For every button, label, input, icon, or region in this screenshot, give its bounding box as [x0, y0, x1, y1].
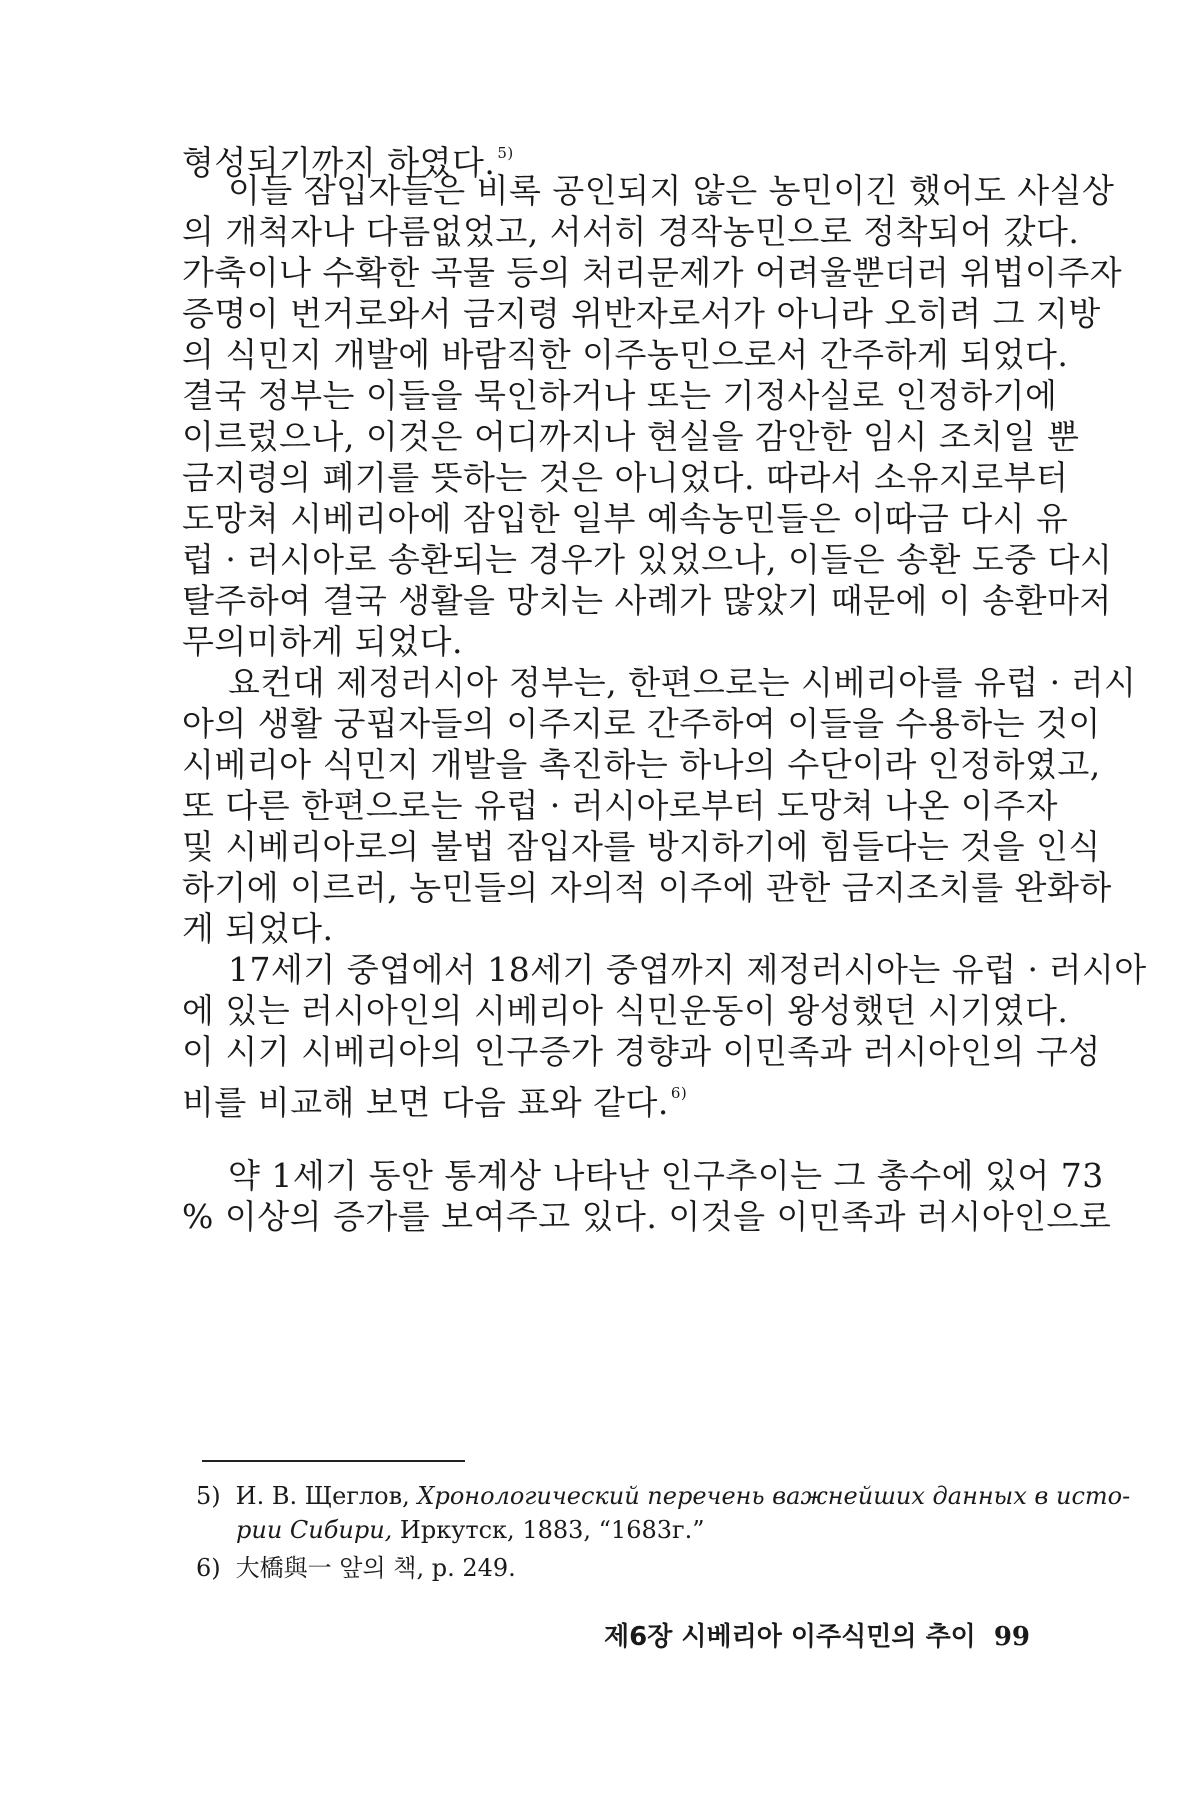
body-line: 럽 · 러시아로 송환되는 경우가 있었으나, 이들은 송환 도중 다시 [182, 540, 1113, 579]
body-line: 무의미하게 되었다. [182, 622, 464, 661]
footnote-rule [202, 1460, 465, 1462]
body-line: 시베리아 식민지 개발을 촉진하는 하나의 수단이라 인정하였고, [182, 745, 1101, 784]
footnote-number: 6) [196, 1554, 221, 1582]
footnote-author: И. В. Щеглов, [235, 1482, 410, 1510]
footnote-title: Хронологический перечень важнейших данных в исто- [417, 1482, 1131, 1510]
body-line: 의 식민지 개발에 바람직한 이주농민으로서 간주하게 되었다. [182, 335, 1069, 374]
body-line: 가축이나 수확한 곡물 등의 처리문제가 어려울뿐더러 위법이주자 [182, 253, 1123, 292]
body-line: 아의 생활 궁핍자들의 이주지로 간주하여 이들을 수용하는 것이 [182, 704, 1101, 743]
footnote-ref-5: 5) [497, 144, 514, 162]
body-line: 이 시기 시베리아의 인구증가 경향과 이민족과 러시아인의 구성 [182, 1032, 1101, 1071]
body-line: 도망쳐 시베리아에 잠입한 일부 예속농민들은 이따금 다시 유 [182, 499, 1069, 538]
footnote-title-cont: рии Сибири, [236, 1516, 393, 1544]
running-footer [580, 1620, 1030, 1654]
body-line: % 이상의 증가를 보여주고 있다. 이것을 이민족과 러시아인으로 [182, 1197, 1112, 1236]
footnote-ref-6: 6) [670, 1084, 688, 1102]
body-line: 또 다른 한편으로는 유럽 · 러시아로부터 도망쳐 나온 이주자 [182, 786, 1058, 825]
body-line: 결국 정부는 이들을 묵인하거나 또는 기정사실로 인정하기에 [182, 376, 1058, 415]
body-line: 비를 비교해 보면 다음 표와 같다. $^{6)}$ [182, 1083, 688, 1122]
body-line: 하기에 이르러, 농민들의 자의적 이주에 관한 금지조치를 완화하 [182, 868, 1112, 907]
body-line: 요컨대 제정러시아 정부는, 한편으로는 시베리아를 유럽 · 러시 [228, 663, 1137, 702]
body-line: 금지령의 폐기를 뜻하는 것은 아니었다. 따라서 소유지로부터 [182, 458, 1069, 497]
body-line: 이르렀으나, 이것은 어디까지나 현실을 감안한 임시 조치일 뿐 [182, 417, 1080, 456]
footnote-publication: Иркутск, 1883, “1683г.” [399, 1516, 705, 1544]
body-line: 약 1세기 동안 통계상 나타난 인구추이는 그 총수에 있어 73 [228, 1156, 1104, 1195]
body-line: 및 시베리아로의 불법 잠입자를 방지하기에 힘들다는 것을 인식 [182, 827, 1101, 866]
body-line: 이들 잠입자들은 비록 공인되지 않은 농민이긴 했어도 사실상 [228, 171, 1115, 210]
chapter-title: 제6장 시베리아 이주식민의 추이 [604, 1622, 976, 1652]
body-line: 게 되었다. [182, 909, 334, 948]
body-line: 에 있는 러시아인의 시베리아 식민운동이 왕성했던 시기였다. [182, 991, 1069, 1030]
footnote-number: 5) [196, 1482, 221, 1510]
body-line: 17세기 중엽에서 18세기 중엽까지 제정러시아는 유럽 · 러시아 [228, 950, 1147, 989]
page-number: 99 [993, 1622, 1030, 1652]
body-line: 의 개척자나 다름없었고, 서서히 경작농민으로 정착되어 갔다. [182, 212, 1080, 251]
footnote-text: 大橋與一 앞의 책, p. 249. [235, 1554, 516, 1582]
footnote-6 [196, 1552, 516, 1584]
body-line: 증명이 번거로와서 금지령 위반자로서가 아니라 오히려 그 지방 [182, 294, 1101, 333]
body-line: 형성되기까지 하였다. $^{5)}$ [182, 143, 514, 182]
body-line: 탈주하여 결국 생활을 망치는 사례가 많았기 때문에 이 송환마저 [182, 581, 1112, 620]
footnote-5 [196, 1480, 1130, 1512]
footnote-5-continued [236, 1514, 704, 1546]
